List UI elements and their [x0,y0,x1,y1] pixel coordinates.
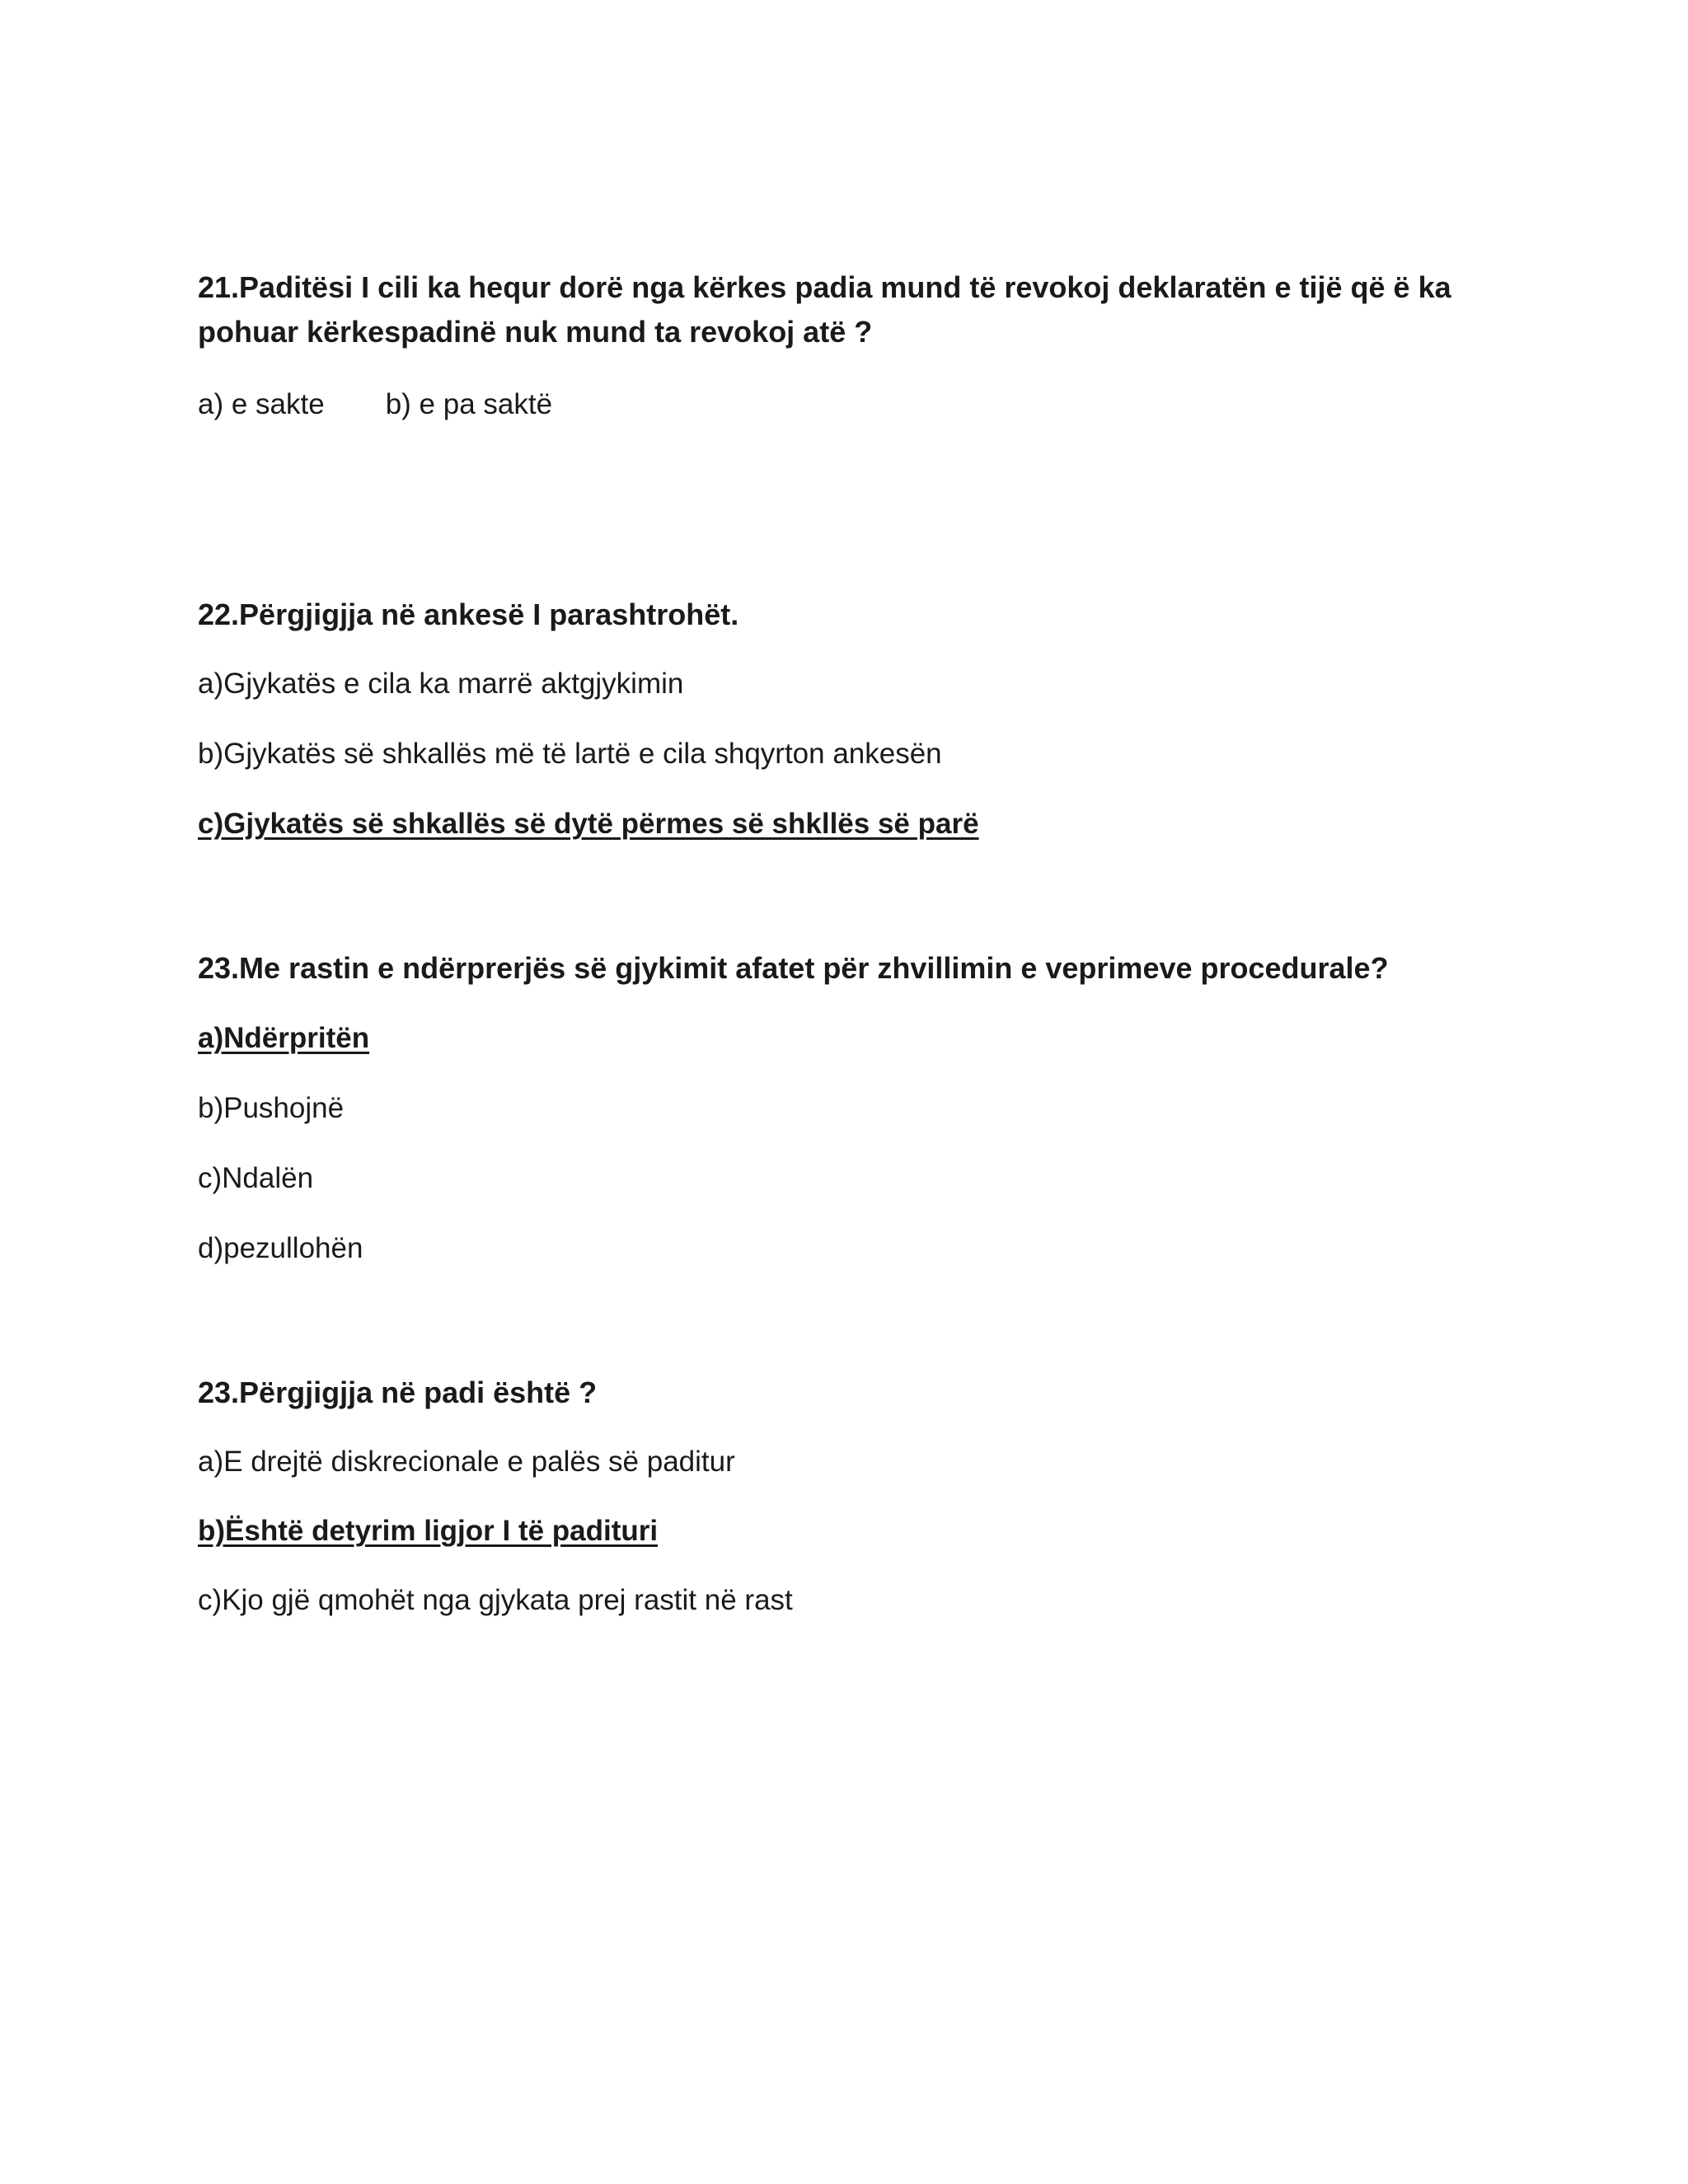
question-23a-option-b: b)Pushojnë [198,1092,345,1124]
question-23a-option-d: d)pezullohën [198,1232,363,1264]
question-23b-option-b-correct: b)Është detyrim ligjor I të padituri [198,1515,659,1547]
question-22-option-b: b)Gjykatës së shkallës më të lartë e cila shqyrton ankesën [198,738,942,770]
question-23b-text: 23.Përgjigjja në padi është ? [198,1376,598,1409]
question-22-option-c-correct: c)Gjykatës së shkallës së dytë përmes së shkllës së parë [198,808,979,840]
question-23b-option-c: c)Kjo gjë qmohët nga gjykata prej rastit në rast [198,1584,793,1616]
question-21-option-b: b) e pa saktë [385,388,553,420]
question-21-text-line-2: pohuar kërkespadinë nuk mund ta revokoj atë ? [198,315,873,349]
question-23a-option-c: c)Ndalën [198,1162,314,1194]
question-21-option-a: a) e sakte [198,388,325,420]
question-23a-text: 23.Me rastin e ndërprerjës së gjykimit afatet për zhvillimin e veprimeve procedurale? [198,951,1389,985]
question-21-options [198,387,552,423]
question-22-text: 22.Përgjigjja në ankesë I parashtrohët. [198,598,739,631]
question-21-text-line-1: 21.Paditësi I cili ka hequr dorë nga kërkes padia mund të revokoj deklaratën e tijë që ë ka [198,270,1451,304]
question-23b-option-a: a)E drejtë diskrecionale e palës së paditur [198,1446,735,1478]
question-22-option-a: a)Gjykatës e cila ka marrë aktgjykimin [198,668,684,700]
question-23a-option-a-correct: a)Ndërpritën [198,1022,370,1054]
